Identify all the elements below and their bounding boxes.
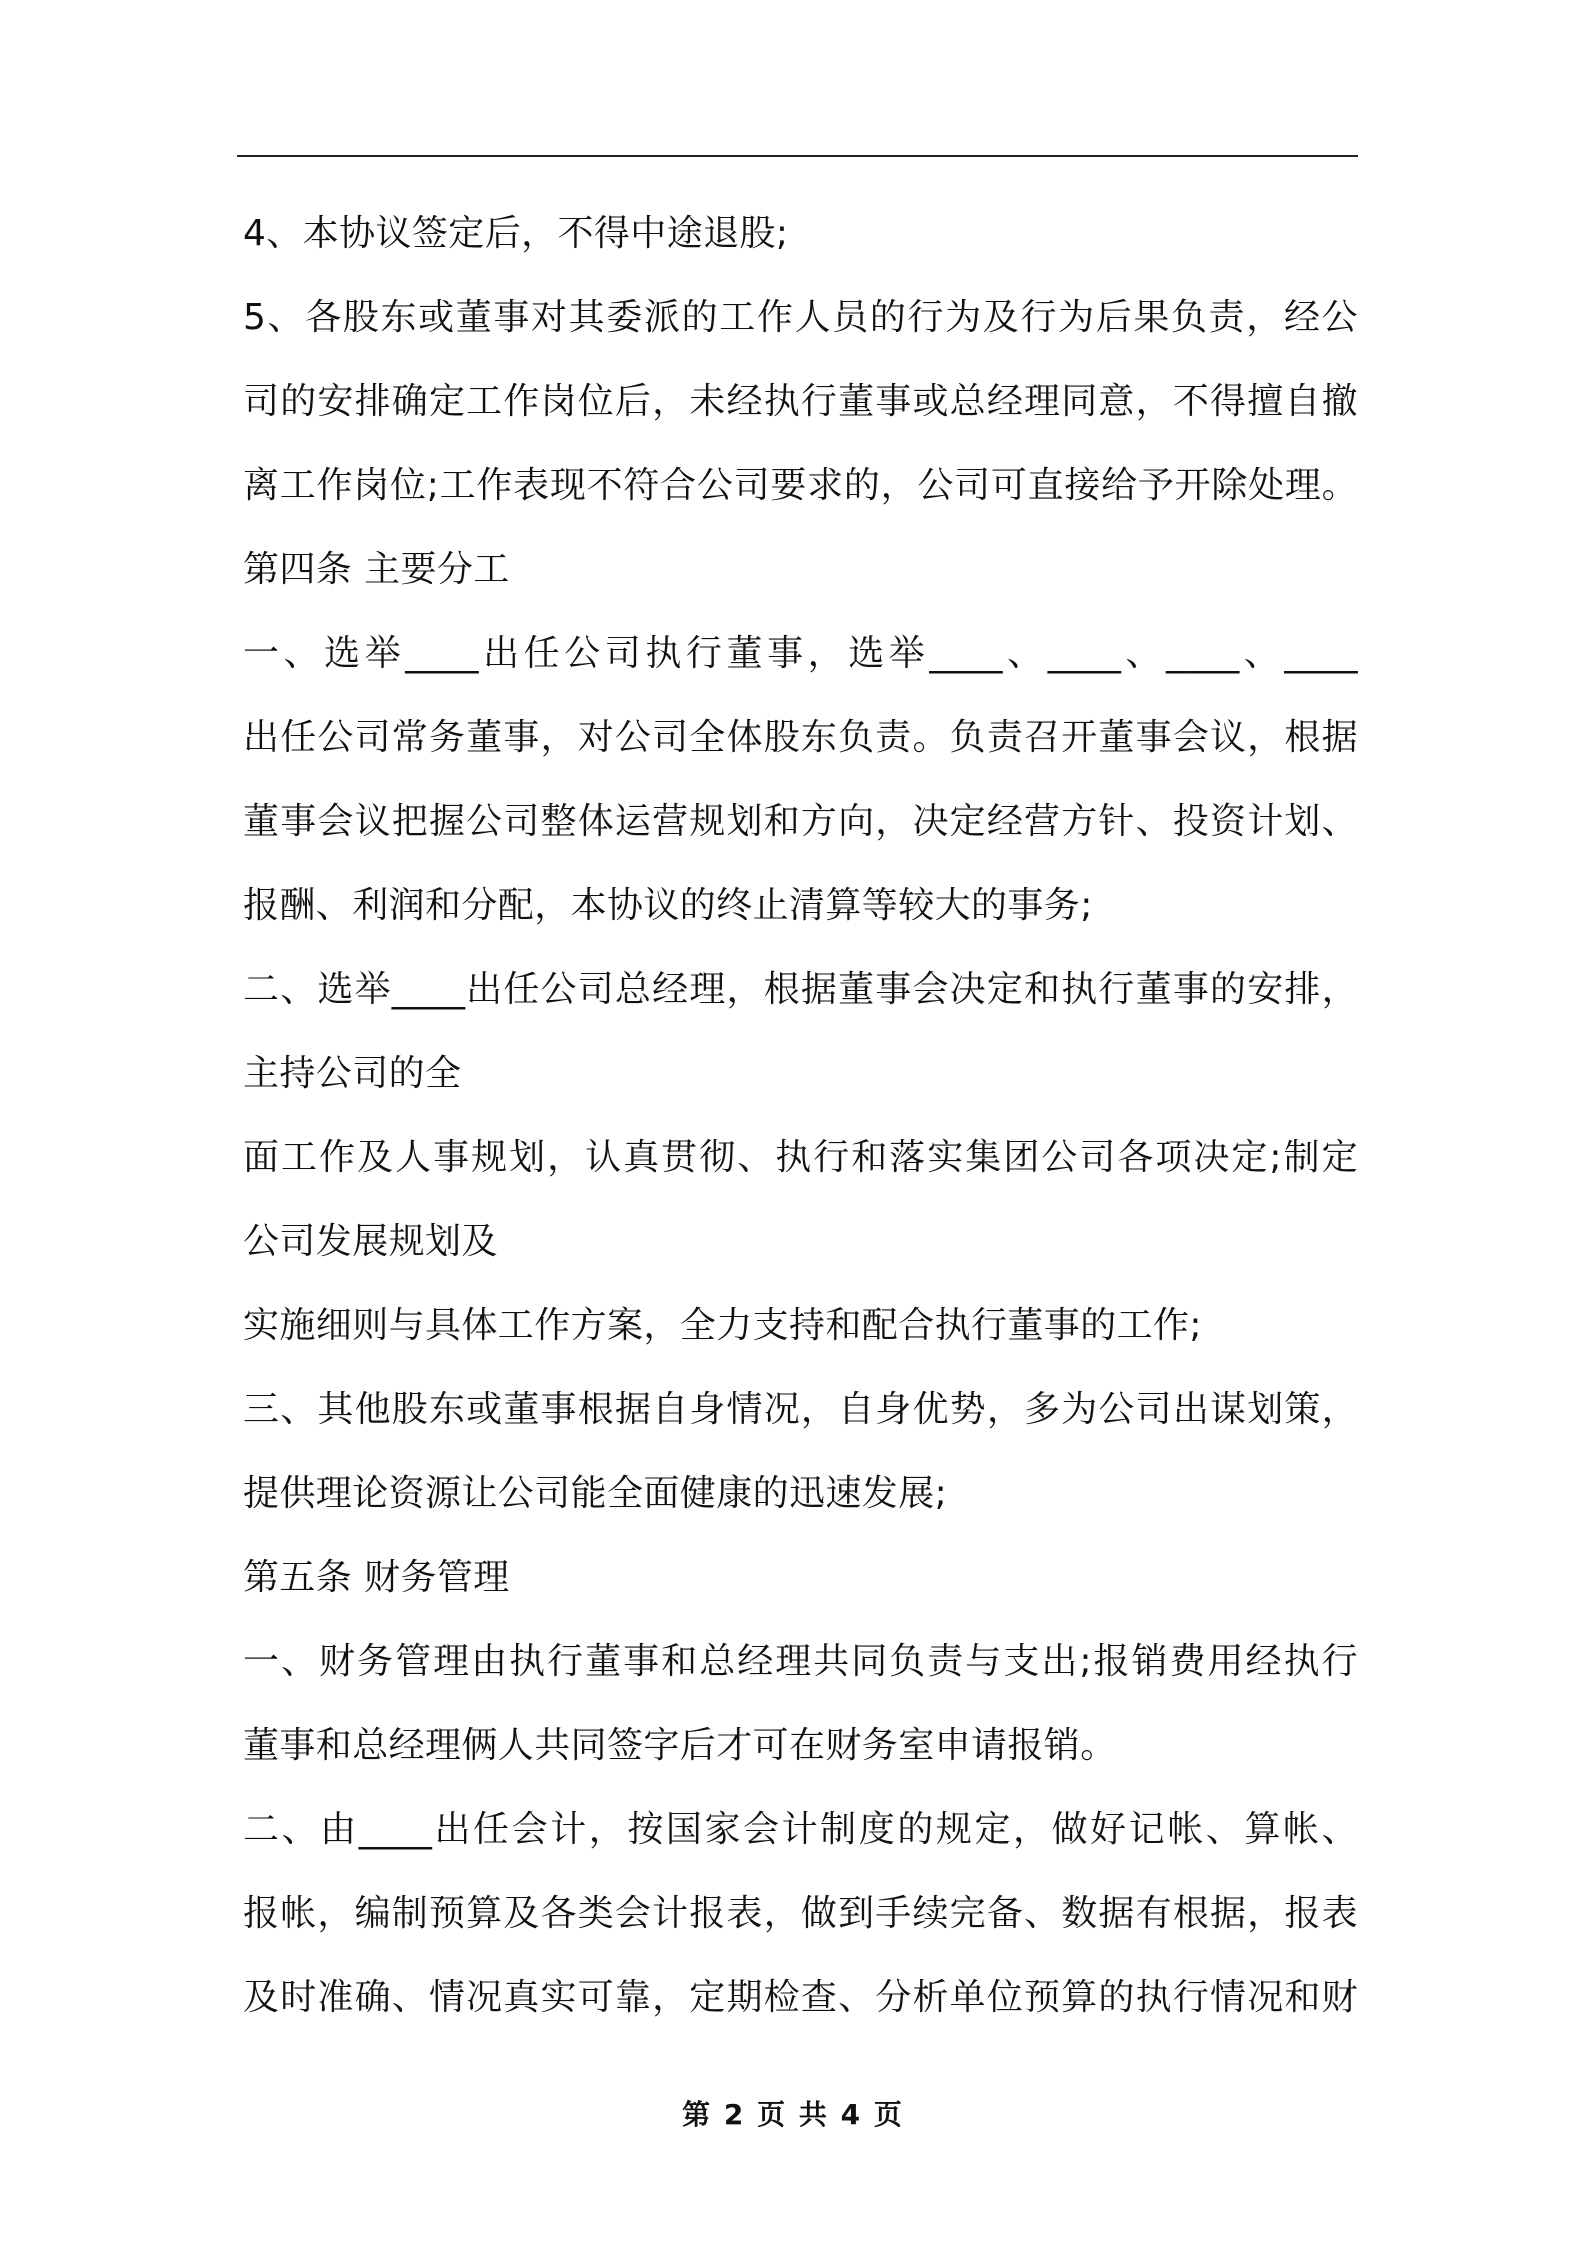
header-rule	[237, 155, 1358, 157]
body-line: 一、选举____出任公司执行董事，选举____、____、____、____	[243, 633, 1358, 674]
body-line: 主持公司的全	[243, 1053, 462, 1094]
body-line: 实施细则与具体工作方案，全力支持和配合执行董事的工作;	[243, 1305, 1202, 1346]
body-line: 司的安排确定工作岗位后，未经执行董事或总经理同意，不得擅自撤	[243, 381, 1358, 422]
body-line: 面工作及人事规划，认真贯彻、执行和落实集团公司各项决定;制定	[243, 1137, 1358, 1178]
body-line: 董事会议把握公司整体运营规划和方向，决定经营方针、投资计划、	[243, 801, 1358, 842]
body-line: 公司发展规划及	[243, 1221, 498, 1262]
page-number: 第 2 页 共 4 页	[682, 2098, 904, 2131]
body-line: 三、其他股东或董事根据自身情况，自身优势，多为公司出谋划策，	[243, 1389, 1358, 1430]
document-body	[243, 192, 1358, 2040]
body-line: 二、由____出任会计，按国家会计制度的规定，做好记帐、算帐、	[243, 1809, 1358, 1850]
body-line: 一、财务管理由执行董事和总经理共同负责与支出;报销费用经执行	[243, 1641, 1358, 1682]
body-line: 报酬、利润和分配，本协议的终止清算等较大的事务;	[243, 885, 1093, 926]
body-line: 5、各股东或董事对其委派的工作人员的行为及行为后果负责，经公	[243, 297, 1358, 338]
body-line: 报帐，编制预算及各类会计报表，做到手续完备、数据有根据，报表	[243, 1893, 1358, 1934]
body-line: 出任公司常务董事，对公司全体股东负责。负责召开董事会议，根据	[243, 717, 1358, 758]
body-line: 董事和总经理俩人共同签字后才可在财务室申请报销。	[243, 1725, 1117, 1766]
section-heading: 第五条 财务管理	[243, 1557, 510, 1598]
body-line: 4、本协议签定后，不得中途退股;	[243, 213, 789, 254]
section-heading: 第四条 主要分工	[243, 549, 510, 590]
body-line: 及时准确、情况真实可靠，定期检查、分析单位预算的执行情况和财	[243, 1977, 1358, 2018]
body-line: 提供理论资源让公司能全面健康的迅速发展;	[243, 1473, 948, 1514]
body-line: 二、选举____出任公司总经理，根据董事会决定和执行董事的安排，	[243, 969, 1358, 1010]
body-line: 离工作岗位;工作表现不符合公司要求的，公司可直接给予开除处理。	[243, 465, 1358, 506]
